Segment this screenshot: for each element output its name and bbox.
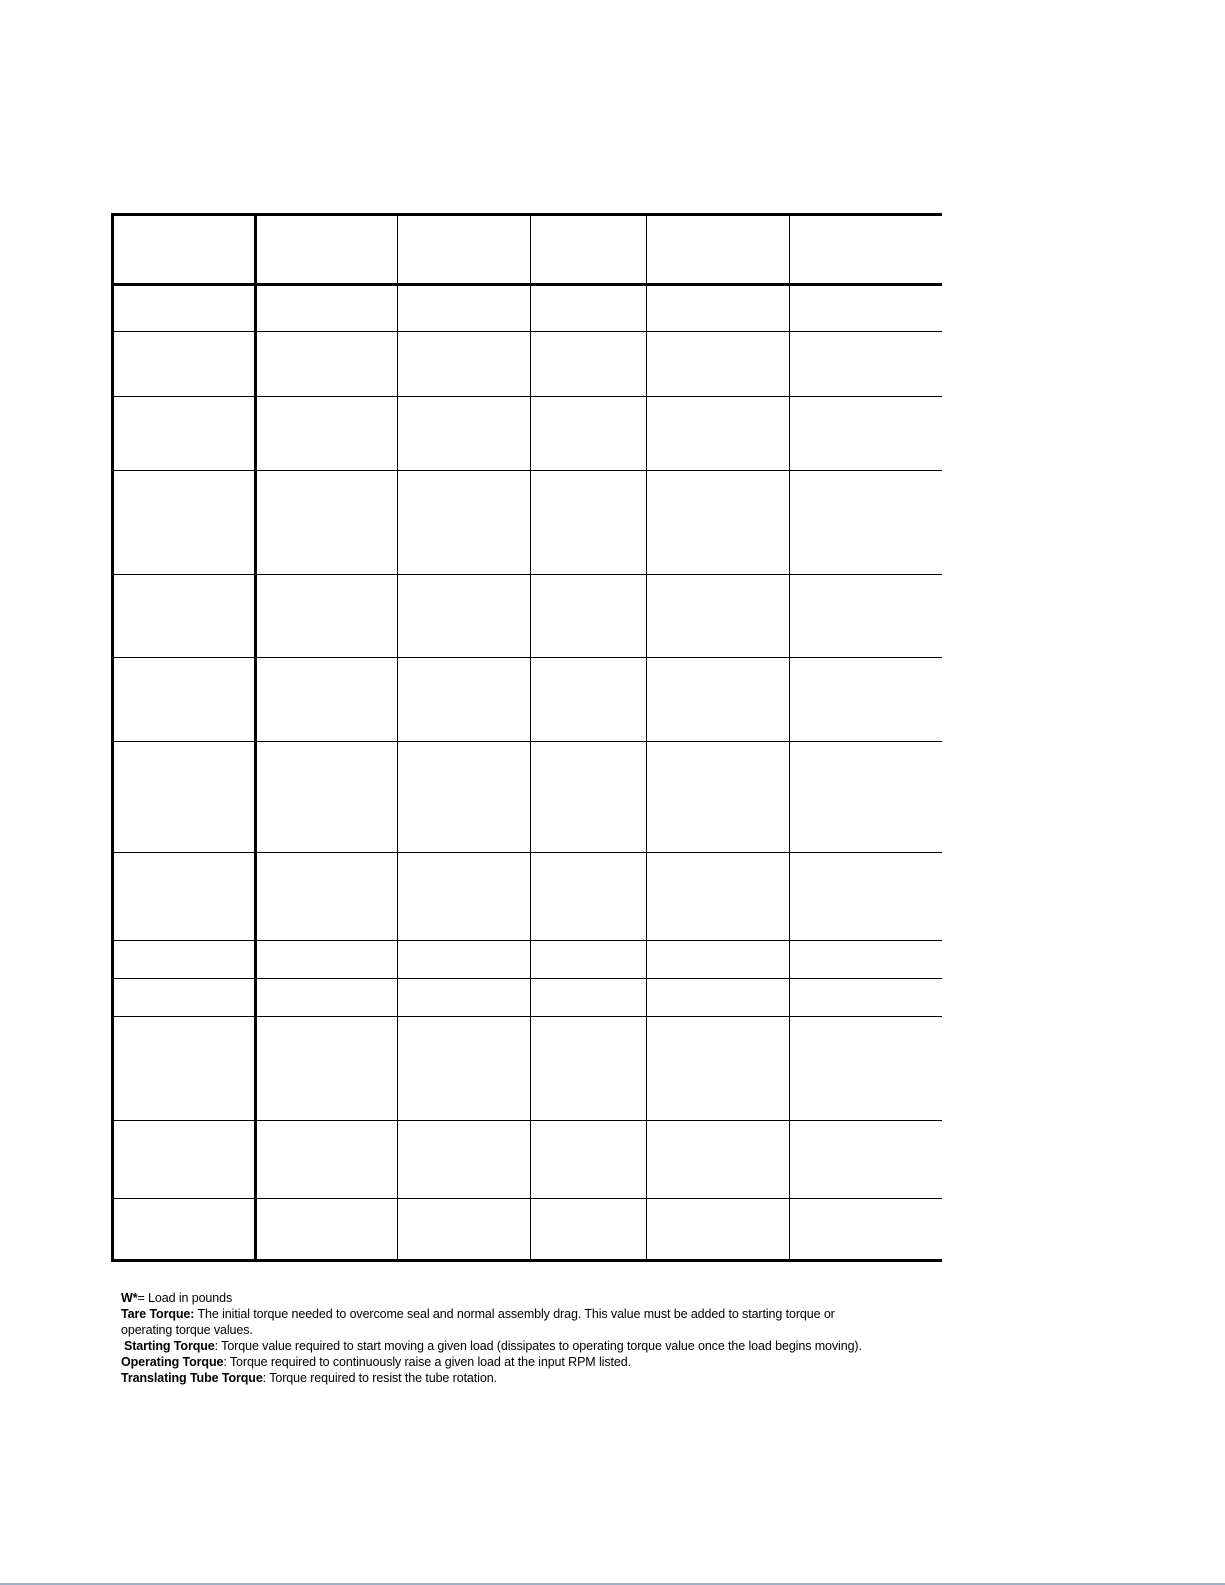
table-cell [531, 979, 647, 1017]
table-cell [113, 742, 256, 853]
note-text: Torque required to resist the tube rotation. [269, 1371, 497, 1385]
table-cell [790, 332, 942, 397]
note-term: Translating Tube Torque [121, 1371, 263, 1385]
table-cell [647, 1017, 790, 1121]
table-cell [113, 941, 256, 979]
note-translating-tube-torque: Translating Tube Torque: Torque required to resist the tube rotation. [121, 1371, 497, 1385]
table-row [113, 742, 942, 853]
table-cell [113, 332, 256, 397]
table-cell [256, 1199, 398, 1261]
table-cell [256, 285, 398, 332]
table-row [113, 575, 942, 658]
table-cell [256, 941, 398, 979]
table-cell [398, 397, 531, 471]
table-cell [113, 471, 256, 575]
table-cell [647, 332, 790, 397]
table-cell [790, 1199, 942, 1261]
table-cell [531, 575, 647, 658]
note-tare-torque [121, 1306, 881, 1338]
table-cell [256, 471, 398, 575]
table-cell [398, 332, 531, 397]
table-cell [256, 742, 398, 853]
table-header-cell [647, 215, 790, 285]
table-row [113, 979, 942, 1017]
table-cell [256, 979, 398, 1017]
table-cell [398, 285, 531, 332]
note-term: Tare Torque: [121, 1307, 195, 1321]
table-cell [398, 1199, 531, 1261]
table-cell [398, 658, 531, 742]
table-row [113, 285, 942, 332]
table-cell [647, 471, 790, 575]
table-cell [531, 853, 647, 941]
table-cell [113, 285, 256, 332]
table-cell [790, 471, 942, 575]
table-cell [647, 658, 790, 742]
data-table [111, 213, 942, 1262]
table-cell [647, 742, 790, 853]
table-row [113, 1017, 942, 1121]
table-header-row [113, 215, 942, 285]
table-cell [113, 1199, 256, 1261]
table-cell [790, 575, 942, 658]
table-row [113, 941, 942, 979]
table-cell [113, 658, 256, 742]
table-row [113, 1199, 942, 1261]
note-text: The initial torque needed to overcome seal and normal assembly drag. This value must be added to starting torque or operating torque values. [121, 1307, 835, 1337]
table-cell [790, 941, 942, 979]
table-cell [647, 853, 790, 941]
table-cell [647, 1199, 790, 1261]
note-text: Torque value required to start moving a given load (dissipates to operating torque value once the load begins moving). [221, 1339, 862, 1353]
table-cell [113, 397, 256, 471]
table-cell [790, 1121, 942, 1199]
note-text: Torque required to continuously raise a given load at the input RPM listed. [229, 1355, 631, 1369]
table-cell [398, 471, 531, 575]
footnotes [121, 1290, 881, 1386]
table-cell [647, 979, 790, 1017]
table-cell [531, 285, 647, 332]
table-cell [398, 853, 531, 941]
note-operating-torque: Operating Torque: Torque required to continuously raise a given load at the input RPM listed. [121, 1355, 631, 1369]
table-cell [790, 1017, 942, 1121]
table-row [113, 471, 942, 575]
table-cell [256, 575, 398, 658]
table-row [113, 1121, 942, 1199]
table-cell [531, 471, 647, 575]
table-cell [398, 941, 531, 979]
table-cell [113, 979, 256, 1017]
table-cell [113, 1121, 256, 1199]
table-cell [647, 575, 790, 658]
table-cell [647, 941, 790, 979]
table-row [113, 332, 942, 397]
table-cell [531, 1199, 647, 1261]
table-cell [647, 397, 790, 471]
table-cell [113, 575, 256, 658]
table-cell [113, 1017, 256, 1121]
table-cell [790, 285, 942, 332]
table-cell [647, 285, 790, 332]
table-cell [398, 575, 531, 658]
table-row [113, 397, 942, 471]
table-cell [398, 1017, 531, 1121]
table-cell [398, 742, 531, 853]
table-cell [256, 1121, 398, 1199]
table-cell [790, 658, 942, 742]
table-cell [790, 397, 942, 471]
note-starting-torque: Starting Torque: Torque value required to start moving a given load (dissipates to operating torque value once the load begins moving). [124, 1339, 862, 1353]
note-text: Load in pounds [148, 1291, 233, 1305]
table-header-cell [531, 215, 647, 285]
table-cell [256, 658, 398, 742]
note-load: W*= Load in pounds [121, 1291, 233, 1305]
table-cell [790, 979, 942, 1017]
table-cell [790, 742, 942, 853]
table-cell [398, 1121, 531, 1199]
table-cell [531, 1121, 647, 1199]
table-row [113, 853, 942, 941]
table-cell [531, 742, 647, 853]
table-cell [256, 853, 398, 941]
table-cell [531, 332, 647, 397]
table-row [113, 658, 942, 742]
table-header-cell [256, 215, 398, 285]
table-cell [531, 941, 647, 979]
table-cell [531, 397, 647, 471]
table-cell [256, 397, 398, 471]
table-cell [256, 1017, 398, 1121]
table-cell [647, 1121, 790, 1199]
note-term: Operating Torque [121, 1355, 224, 1369]
table-cell [256, 332, 398, 397]
note-term: Starting Torque [124, 1339, 215, 1353]
table-cell [531, 658, 647, 742]
table-header-cell [398, 215, 531, 285]
table-cell [113, 853, 256, 941]
table-cell [398, 979, 531, 1017]
table-cell [531, 1017, 647, 1121]
note-term: W* [121, 1291, 138, 1305]
table-header-cell [790, 215, 942, 285]
table-cell [790, 853, 942, 941]
table-header-cell [113, 215, 256, 285]
